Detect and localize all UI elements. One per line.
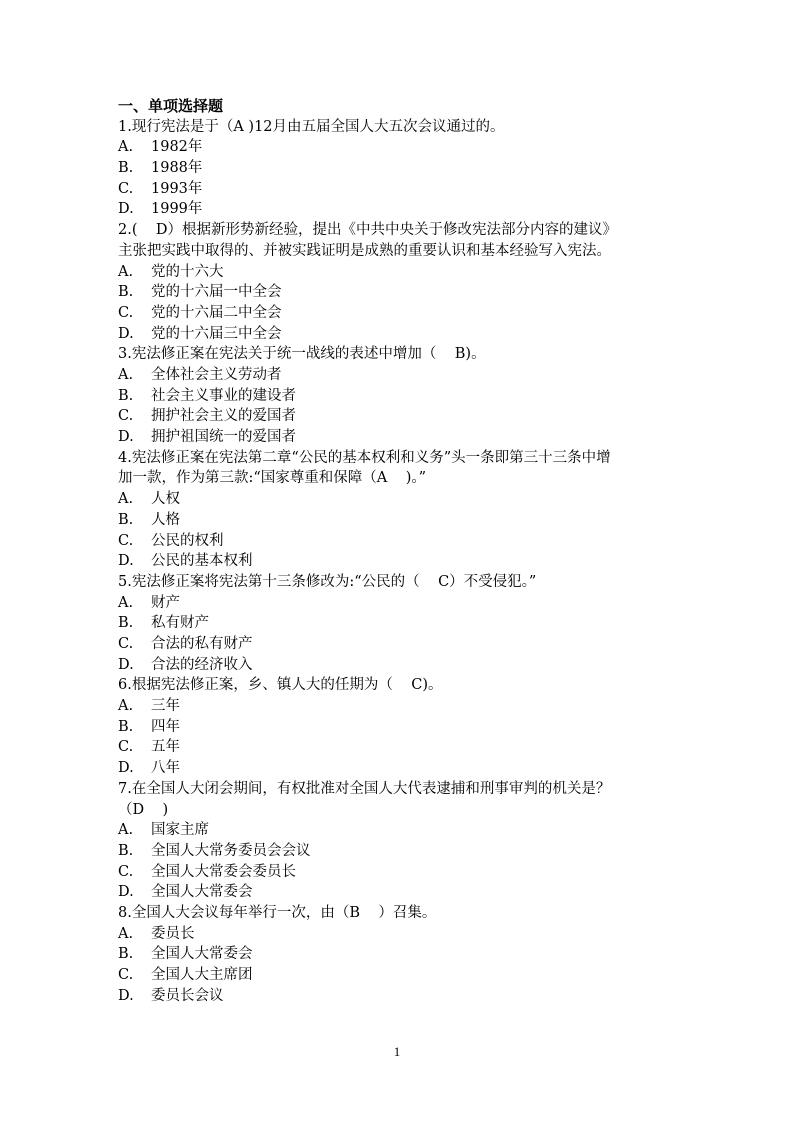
option-letter: A. [118,925,134,942]
option-text: 公民的权利 [151,532,224,549]
question-text: 加一款，作为第三款:“国家尊重和保障（A )。” [118,470,427,487]
question-block [118,344,678,447]
question-block [118,220,678,344]
option-text: 党的十六大 [151,263,224,280]
option-row [118,365,678,386]
option-row [118,965,678,986]
option-text: 人格 [151,511,180,528]
question-text: 7.在全国人大闭会期间，有权批准对全国人大代表逮捕和刑事审判的机关是？ [118,780,611,797]
option-row [118,427,678,448]
option-letter: A. [118,139,134,156]
question-text: （D ) [118,801,169,818]
page-number: 1 [393,1044,401,1059]
option-letter: A. [118,263,134,280]
option-letter: A. [118,491,134,508]
option-row [118,862,678,883]
option-row [118,324,678,345]
option-row [118,282,678,303]
option-row [118,758,678,779]
option-text: 人权 [151,491,180,508]
option-text: 党的十六届一中全会 [151,284,282,301]
question-text: 6.根据宪法修正案，乡、镇人大的任期为（ C)。 [118,677,443,694]
option-letter: C. [118,304,134,321]
option-text: 拥护祖国统一的爱国者 [151,429,296,446]
question-text: 5.宪法修正案将宪法第十三条修改为:“公民的（ C）不受侵犯。” [118,573,537,590]
option-row [118,406,678,427]
option-row [118,924,678,945]
question-block [118,779,678,903]
option-row [118,882,678,903]
option-letter: C. [118,635,134,652]
option-row [118,655,678,676]
option-text: 合法的经济收入 [151,656,253,673]
option-text: 拥护社会主义的爱国者 [151,408,296,425]
option-letter: D. [118,553,134,570]
option-row [118,262,678,283]
option-text: 八年 [151,760,180,777]
option-letter: B. [118,615,134,632]
option-text: 1988年 [151,160,203,177]
option-text: 1982年 [151,139,203,156]
option-text: 四年 [151,718,180,735]
option-letter: A. [118,698,134,715]
option-text: 党的十六届三中全会 [151,325,282,342]
option-row [118,303,678,324]
option-row [118,593,678,614]
option-letter: B. [118,718,134,735]
option-letter: B. [118,946,134,963]
option-text: 财产 [151,594,180,611]
option-text: 1999年 [151,201,203,218]
option-letter: B. [118,387,134,404]
option-row [118,634,678,655]
option-text: 国家主席 [151,822,209,839]
option-row [118,944,678,965]
option-row [118,696,678,717]
option-letter: D. [118,884,134,901]
questions-container [118,117,678,1007]
option-text: 全国人大常委会 [151,884,253,901]
option-text: 合法的私有财产 [151,635,253,652]
question-list [118,96,678,1006]
option-letter: D. [118,325,134,342]
option-row [118,717,678,738]
option-text: 全国人大常务委员会会议 [151,842,311,859]
option-text: 五年 [151,739,180,756]
option-row [118,137,678,158]
question-text: 4.宪法修正案在宪法第二章“公民的基本权利和义务”头一条即第三十三条中增 [118,449,611,466]
question-block [118,675,678,778]
option-row [118,551,678,572]
option-letter: D. [118,429,134,446]
question-block [118,572,678,675]
option-letter: D. [118,656,134,673]
option-letter: C. [118,739,134,756]
option-text: 全国人大常委会委员长 [151,863,296,880]
option-letter: D. [118,987,134,1004]
question-text: 1.现行宪法是于（A )12月由五届全国人大五次会议通过的。 [118,118,505,135]
option-text: 社会主义事业的建设者 [151,387,296,404]
option-row [118,199,678,220]
option-row [118,820,678,841]
option-letter: B. [118,842,134,859]
option-letter: D. [118,201,134,218]
question-text: 2.( D）根据新形势新经验，提出《中共中央关于修改宪法部分内容的建议》 [118,222,618,239]
option-letter: C. [118,863,134,880]
option-row [118,179,678,200]
question-block [118,903,678,1006]
option-text: 全国人大主席团 [151,967,253,984]
option-text: 私有财产 [151,615,209,632]
option-text: 三年 [151,698,180,715]
option-letter: A. [118,594,134,611]
question-block [118,448,678,572]
option-text: 委员长 [151,925,195,942]
option-letter: B. [118,284,134,301]
option-row [118,489,678,510]
section-title: 一、单项选择题 [118,97,224,115]
question-text: 主张把实践中取得的、并被实践证明是成熟的重要认识和基本经验写入宪法。 [118,242,611,259]
option-text: 1993年 [151,180,203,197]
option-letter: A. [118,367,134,383]
option-row [118,531,678,552]
option-letter: B. [118,511,134,528]
option-text: 全国人大常委会 [151,946,253,963]
option-letter: A. [118,822,134,839]
question-text: 8.全国人大会议每年举行一次，由（B ）召集。 [118,904,437,921]
option-letter: B. [118,160,134,177]
question-block [118,117,678,220]
option-letter: C. [118,532,134,549]
option-row [118,737,678,758]
option-letter: C. [118,408,134,425]
option-row [118,158,678,179]
option-letter: C. [118,967,134,984]
option-text: 公民的基本权利 [151,553,253,570]
option-row [118,510,678,531]
question-text: 3.宪法修正案在宪法关于统一战线的表述中增加（ B)。 [118,346,486,363]
option-text: 全体社会主义劳动者 [151,367,282,383]
option-row [118,386,678,407]
option-row [118,986,678,1007]
option-letter: D. [118,760,134,777]
option-row [118,841,678,862]
option-letter: C. [118,180,134,197]
option-text: 党的十六届二中全会 [151,304,282,321]
option-row [118,613,678,634]
option-text: 委员长会议 [151,987,224,1004]
